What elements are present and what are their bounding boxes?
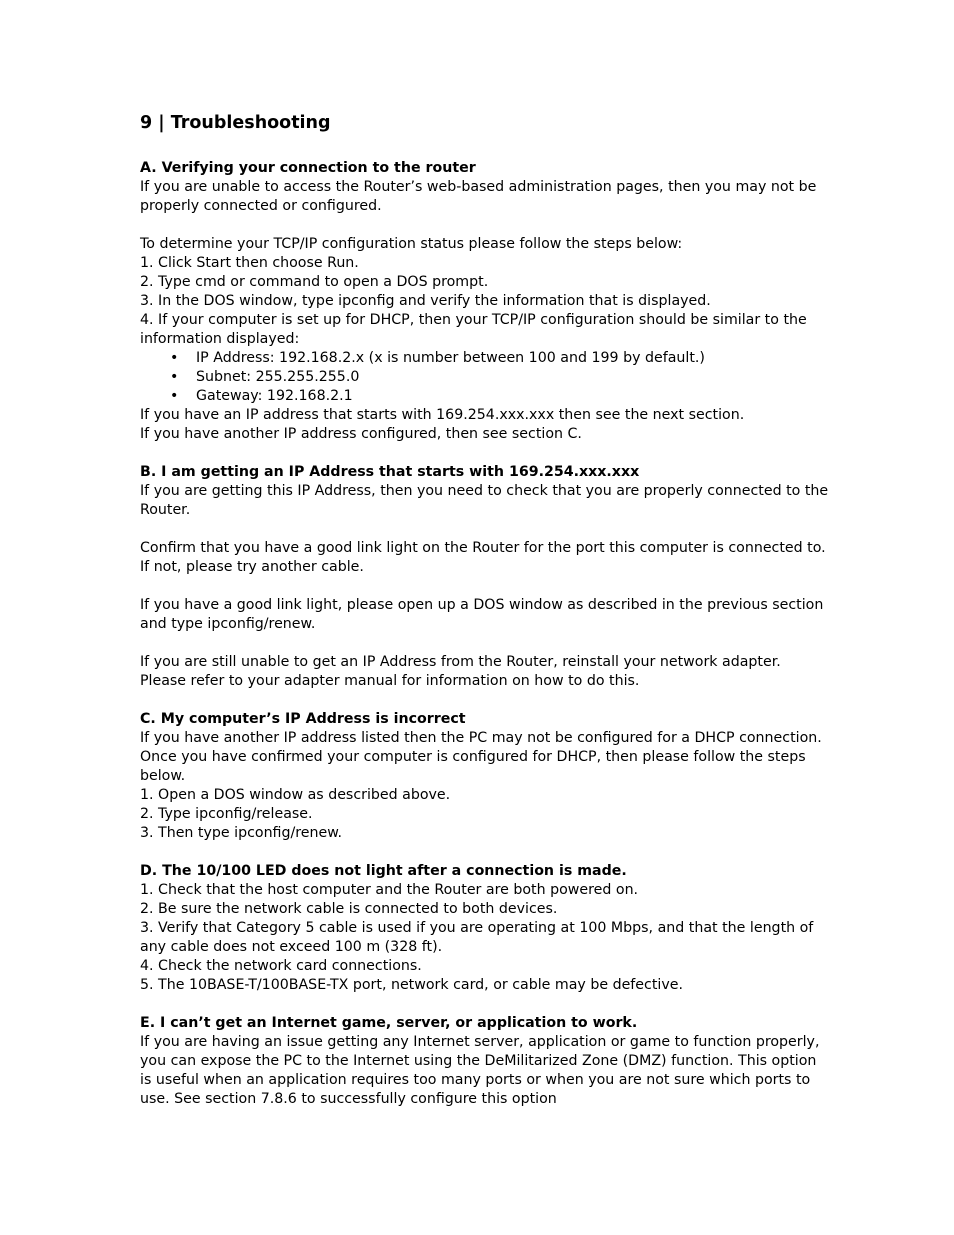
- paragraph: If you are getting this IP Address, then you need to check that you are properly connected to the Router.: [140, 483, 829, 518]
- section-c: [140, 710, 830, 843]
- paragraph: If you are still unable to get an IP Address from the Router, reinstall your network adapter. Please refer to your adapter manual for information on how to do this.: [140, 654, 781, 689]
- step-item: 5. The 10BASE-T/100BASE-TX port, network card, or cable may be defective.: [140, 977, 683, 993]
- section-b-heading: B. I am getting an IP Address that starts with 169.254.xxx.xxx: [140, 464, 640, 480]
- section-e-heading: E. I can’t get an Internet game, server, or application to work.: [140, 1015, 638, 1031]
- section-a: [140, 159, 830, 444]
- paragraph: To determine your TCP/IP configuration status please follow the steps below:: [140, 236, 683, 252]
- step-item: 3. Then type ipconfig/renew.: [140, 825, 343, 841]
- section-d: [140, 862, 830, 995]
- step-item: 4. Check the network card connections.: [140, 958, 422, 974]
- step-item: 3. In the DOS window, type ipconfig and verify the information that is displayed.: [140, 293, 711, 309]
- paragraph: If you have another IP address configured, then see section C.: [140, 426, 582, 442]
- paragraph: If you are having an issue getting any Internet server, application or game to function properly, you can expose the PC to the Internet using the DeMilitarized Zone (DMZ) function. This option is useful when an application requires too many ports or when you are not sure which ports to use. See section 7.8.6 to successfully configure this option: [140, 1034, 820, 1107]
- step-item: 2. Be sure the network cable is connected to both devices.: [140, 901, 558, 917]
- step-item: 2. Type cmd or command to open a DOS prompt.: [140, 274, 489, 290]
- section-b: [140, 463, 830, 691]
- paragraph: If you have another IP address listed then the PC may not be configured for a DHCP connection. Once you have confirmed your computer is configured for DHCP, then please follow the steps below.: [140, 730, 822, 784]
- bullet-list: [140, 349, 830, 406]
- bullet-item: • Gateway: 192.168.2.1: [196, 387, 830, 406]
- step-item: 4. If your computer is set up for DHCP, then your TCP/IP configuration should be similar to the information displayed:: [140, 312, 807, 347]
- step-item: 1. Click Start then choose Run.: [140, 255, 359, 271]
- paragraph: If you have a good link light, please open up a DOS window as described in the previous section and type ipconfig/renew.: [140, 597, 824, 632]
- paragraph: Confirm that you have a good link light on the Router for the port this computer is connected to. If not, please try another cable.: [140, 540, 826, 575]
- section-e: [140, 1014, 830, 1109]
- section-d-heading: D. The 10/100 LED does not light after a connection is made.: [140, 863, 627, 879]
- bullet-item: • IP Address: 192.168.2.x (x is number between 100 and 199 by default.): [196, 349, 830, 368]
- step-item: 3. Verify that Category 5 cable is used if you are operating at 100 Mbps, and that the length of any cable does not exceed 100 m (328 ft).: [140, 920, 814, 955]
- step-item: 1. Check that the host computer and the Router are both powered on.: [140, 882, 639, 898]
- document-page: [140, 110, 830, 1128]
- paragraph: If you are unable to access the Router’s web-based administration pages, then you may not be properly connected or configured.: [140, 179, 817, 214]
- page-title: 9 | Troubleshooting: [140, 113, 331, 133]
- step-item: 2. Type ipconfig/release.: [140, 806, 313, 822]
- section-a-heading: A. Verifying your connection to the router: [140, 160, 476, 176]
- step-item: 1. Open a DOS window as described above.: [140, 787, 451, 803]
- paragraph: If you have an IP address that starts with 169.254.xxx.xxx then see the next section.: [140, 407, 745, 423]
- bullet-item: • Subnet: 255.255.255.0: [196, 368, 830, 387]
- section-c-heading: C. My computer’s IP Address is incorrect: [140, 711, 466, 727]
